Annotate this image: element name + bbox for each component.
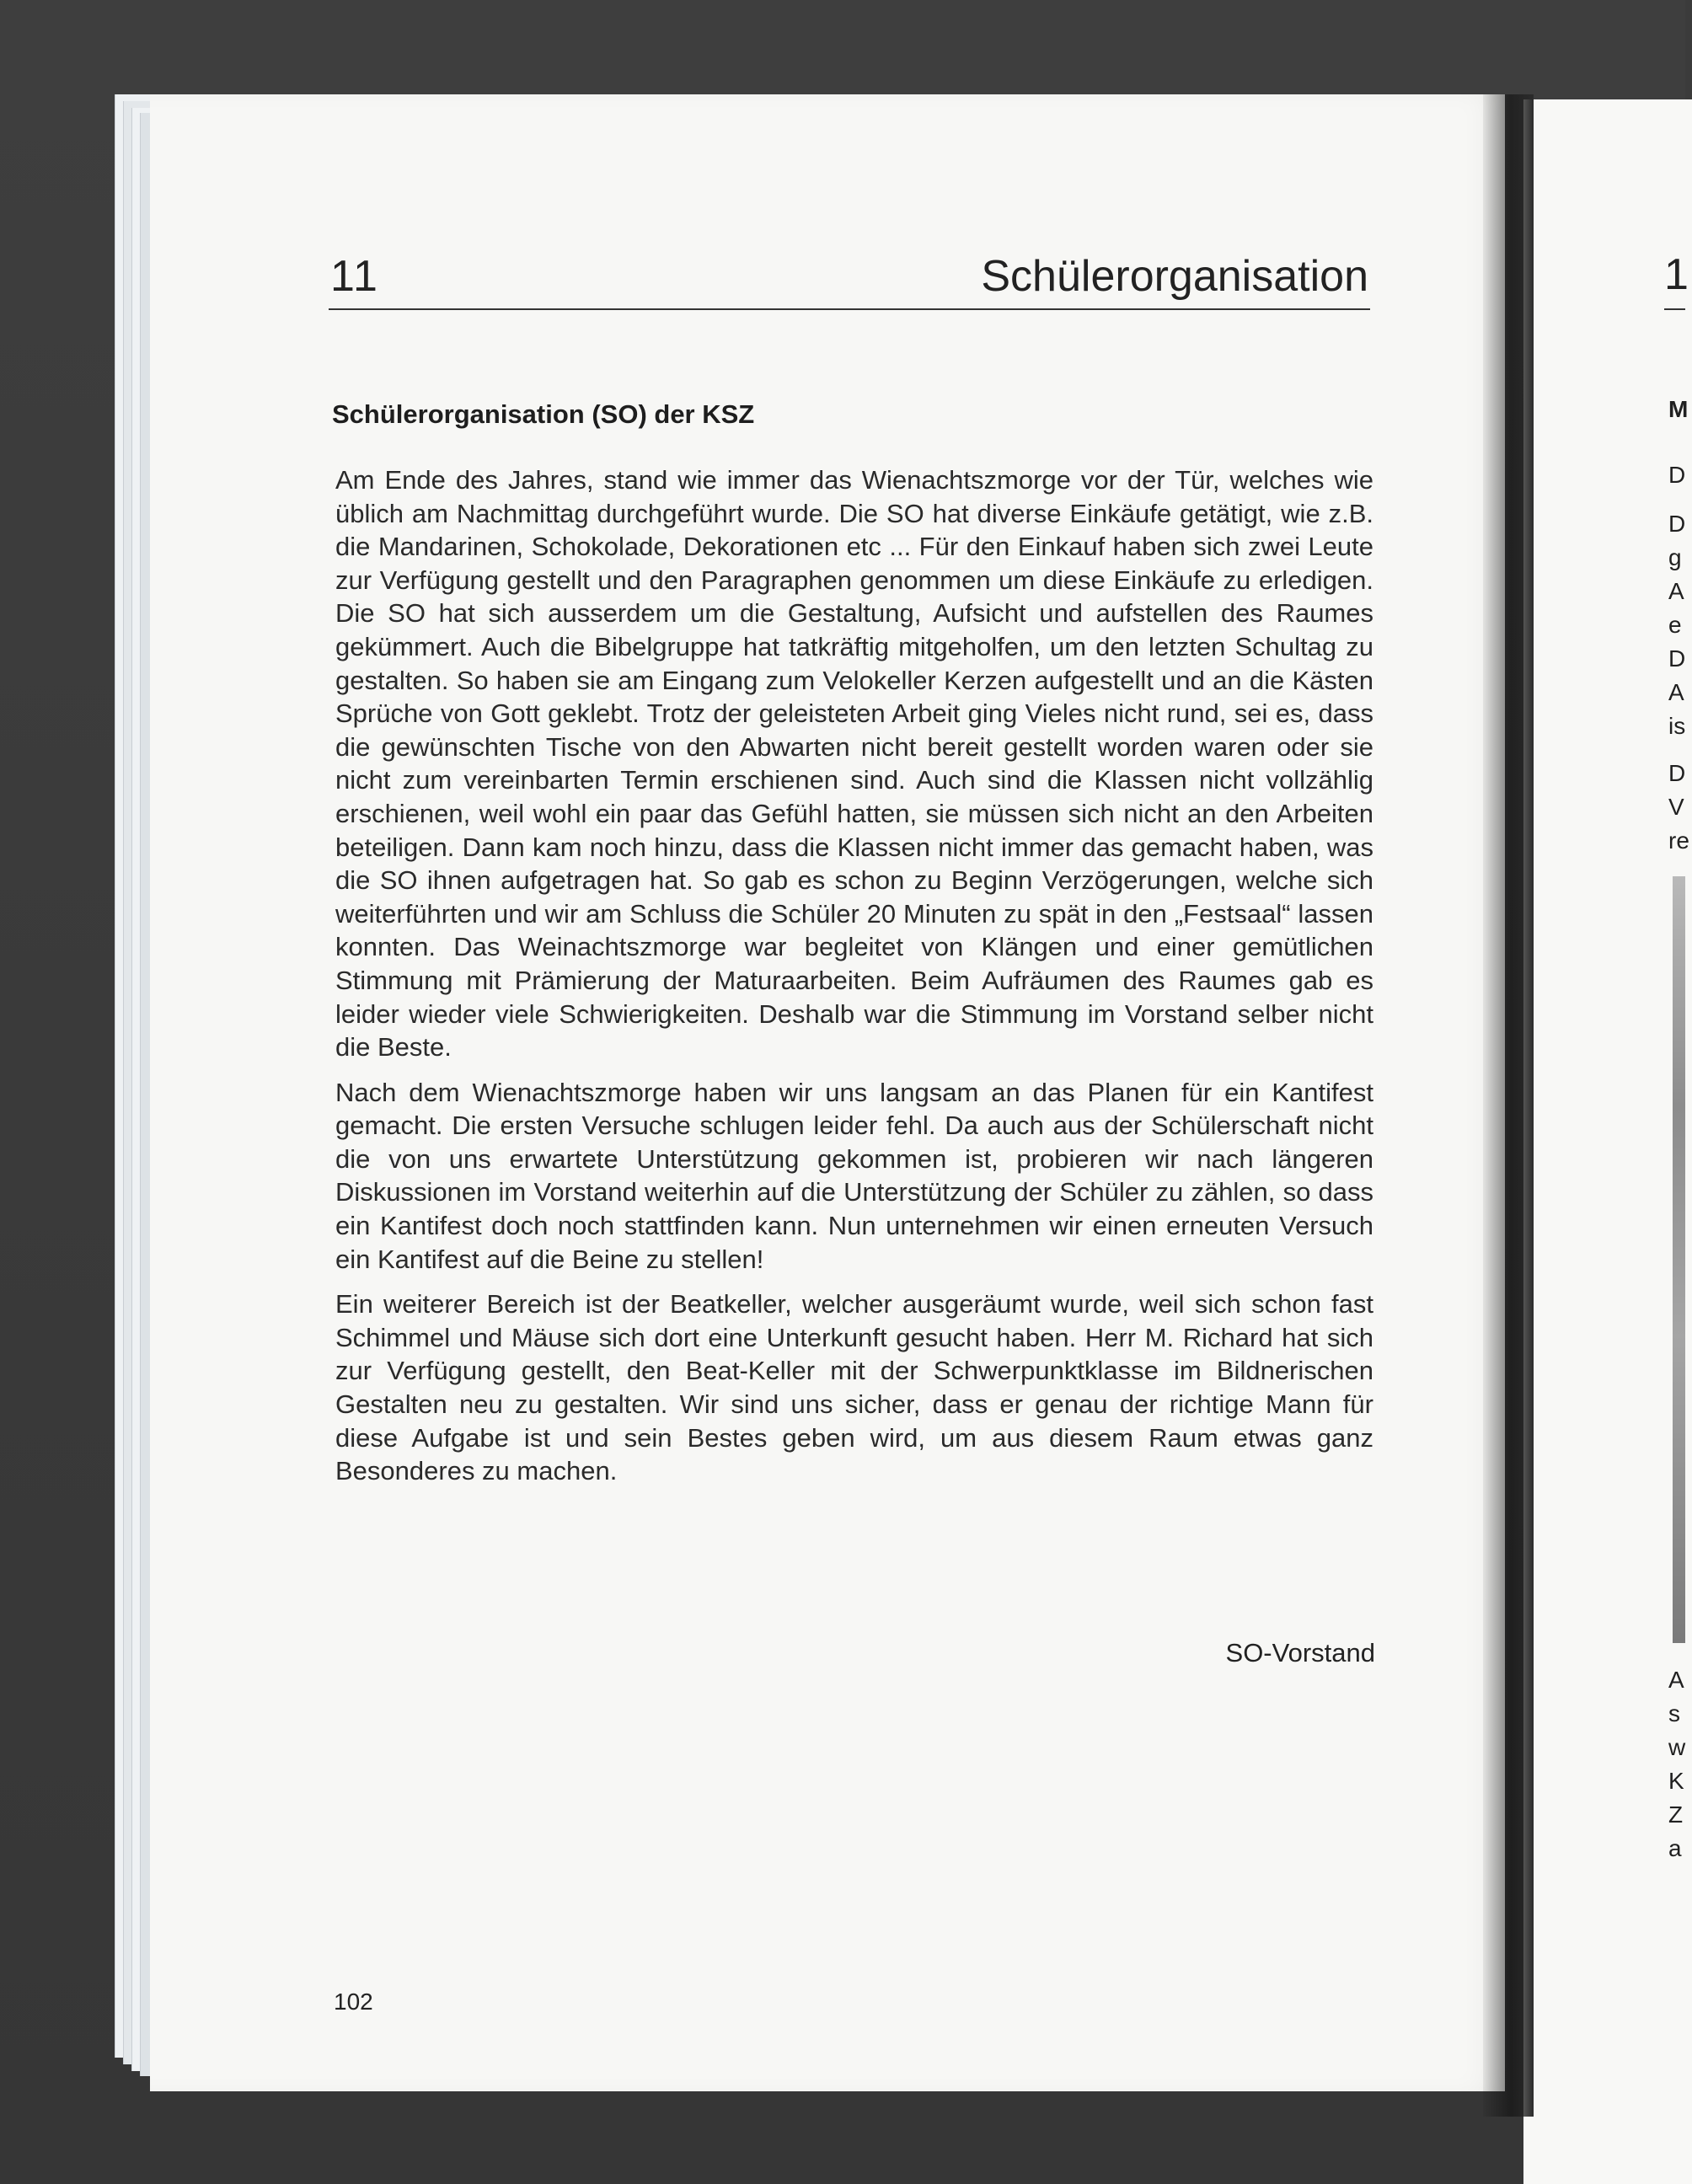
right-page-line-fragment: A: [1668, 578, 1684, 604]
right-page-line-fragment: D: [1668, 511, 1686, 537]
chapter-number: 11: [330, 252, 379, 301]
right-page-line-fragment: M: [1668, 396, 1689, 422]
right-page-line-fragment: D: [1668, 462, 1686, 488]
right-page-line-fragment: A: [1668, 1667, 1684, 1693]
right-page-line-fragment: a: [1668, 1835, 1682, 1861]
right-page-line-fragment: V: [1668, 794, 1684, 820]
right-page-line-fragment: A: [1668, 679, 1684, 705]
book-gutter: [1483, 94, 1534, 2117]
right-page-line-fragment: Z: [1668, 1801, 1684, 1828]
right-page-line-fragment: e: [1668, 612, 1682, 638]
section-heading: Schülerorganisation (SO) der KSZ: [332, 399, 755, 429]
signature: SO-Vorstand: [1225, 1638, 1375, 1667]
paragraph-1: Am Ende des Jahres, stand wie immer das Wienachtszmorge vor der Tür, welches wie üblich am Nachmittag durchgeführt wurde. Die SO hat diverse Einkäufe getätigt, wie z.B. die Mandarinen, Schokolade, Dekorationen etc ... Für den Einkauf haben sich zwei Leute zur Verfügung gestellt und den Paragraphen genommen um diese Einkäufe zu erledigen. Die SO hat sich ausserdem um die Gestaltung, Aufsicht und aufstellen des Raumes gekümmert. Auch die Bibelgruppe hat tatkräftig mitgeholfen, um den letzten Schultag zu gestalten. So haben sie am Eingang zum Velokeller Kerzen aufgestellt und an die Kästen Sprüche von Gott geklebt. Trotz der geleisteten Arbeit ging Vieles nicht rund, sei es, dass die gewünschten Tische von den Abwarten nicht bereit gestellt worden waren oder sie nicht zum vereinbarten Termin erschienen sind. Auch sind die Klassen nicht vollzählig erschienen, weil wohl ein paar das Gefühl hatten, sie müssen sich nicht an den Arbeiten beteiligen. Dann kam noch hinzu, dass die Klassen nicht immer das gemacht haben, was die SO ihnen aufgetragen hat. So gab es schon zu Beginn Verzögerungen, welche sich weiterführten und wir am Schluss die Schüler 20 Minuten zu spät in den „Festsaal“ lassen konnten. Das Weinachtszmorge war begleitet von Klängen und einer gemütlichen Stimmung mit Prämierung der Maturaarbeiten. Beim Aufräumen des Raumes gab es leider wieder viele Schwierigkeiten. Deshalb war die Stimmung im Vorstand selber nicht die Beste.: [335, 465, 1373, 1063]
right-page-line-fragment: is: [1668, 713, 1686, 739]
article-body: [335, 463, 1373, 1500]
right-page-line-fragment: D: [1668, 645, 1686, 672]
header-rule: [329, 308, 1370, 310]
chapter-title: Schülerorganisation: [981, 252, 1368, 301]
paragraph-3: Ein weiterer Bereich ist der Beatkeller, welcher ausgeräumt wurde, weil sich schon fast Schimmel und Mäuse sich dort eine Unterkunft gesucht haben. Herr M. Richard hat sich zur Verfügung gestellt, den Beat-Keller mit der Schwerpunktklasse im Bildnerischen Gestalten neu zu gestalten. Wir sind uns sicher, dass er genau der richtige Mann für diese Aufgabe ist und sein Bestes geben wird, um aus diesem Raum etwas ganz Besonderes zu machen.: [335, 1289, 1373, 1486]
right-page-line-fragment: g: [1668, 544, 1682, 570]
right-page-photo: [1673, 876, 1685, 1643]
right-page-chapter-number: 1: [1664, 250, 1689, 299]
page-number: 102: [334, 1989, 373, 2015]
right-page-line-fragment: re: [1668, 827, 1689, 854]
right-page: [1523, 99, 1692, 2184]
right-page-line-fragment: D: [1668, 760, 1686, 786]
right-page-line-fragment: K: [1668, 1768, 1684, 1794]
right-page-line-fragment: w: [1668, 1734, 1686, 1760]
right-page-line-fragment: s: [1668, 1700, 1680, 1726]
paragraph-2: Nach dem Wienachtszmorge haben wir uns langsam an das Planen für ein Kantifest gemacht. Die ersten Versuche schlugen leider fehl. Da auch aus der Schülerschaft nicht die von uns erwartete Unterstützung gekommen ist, probieren wir nach längeren Diskussionen im Vorstand weiterhin auf die Unterstützung der Schüler zu zählen, so dass ein Kantifest doch noch stattfinden kann. Nun unternehmen wir einen erneuten Versuch ein Kantifest auf die Beine zu stellen!: [335, 1077, 1373, 1274]
right-page-header-rule: [1664, 308, 1685, 310]
